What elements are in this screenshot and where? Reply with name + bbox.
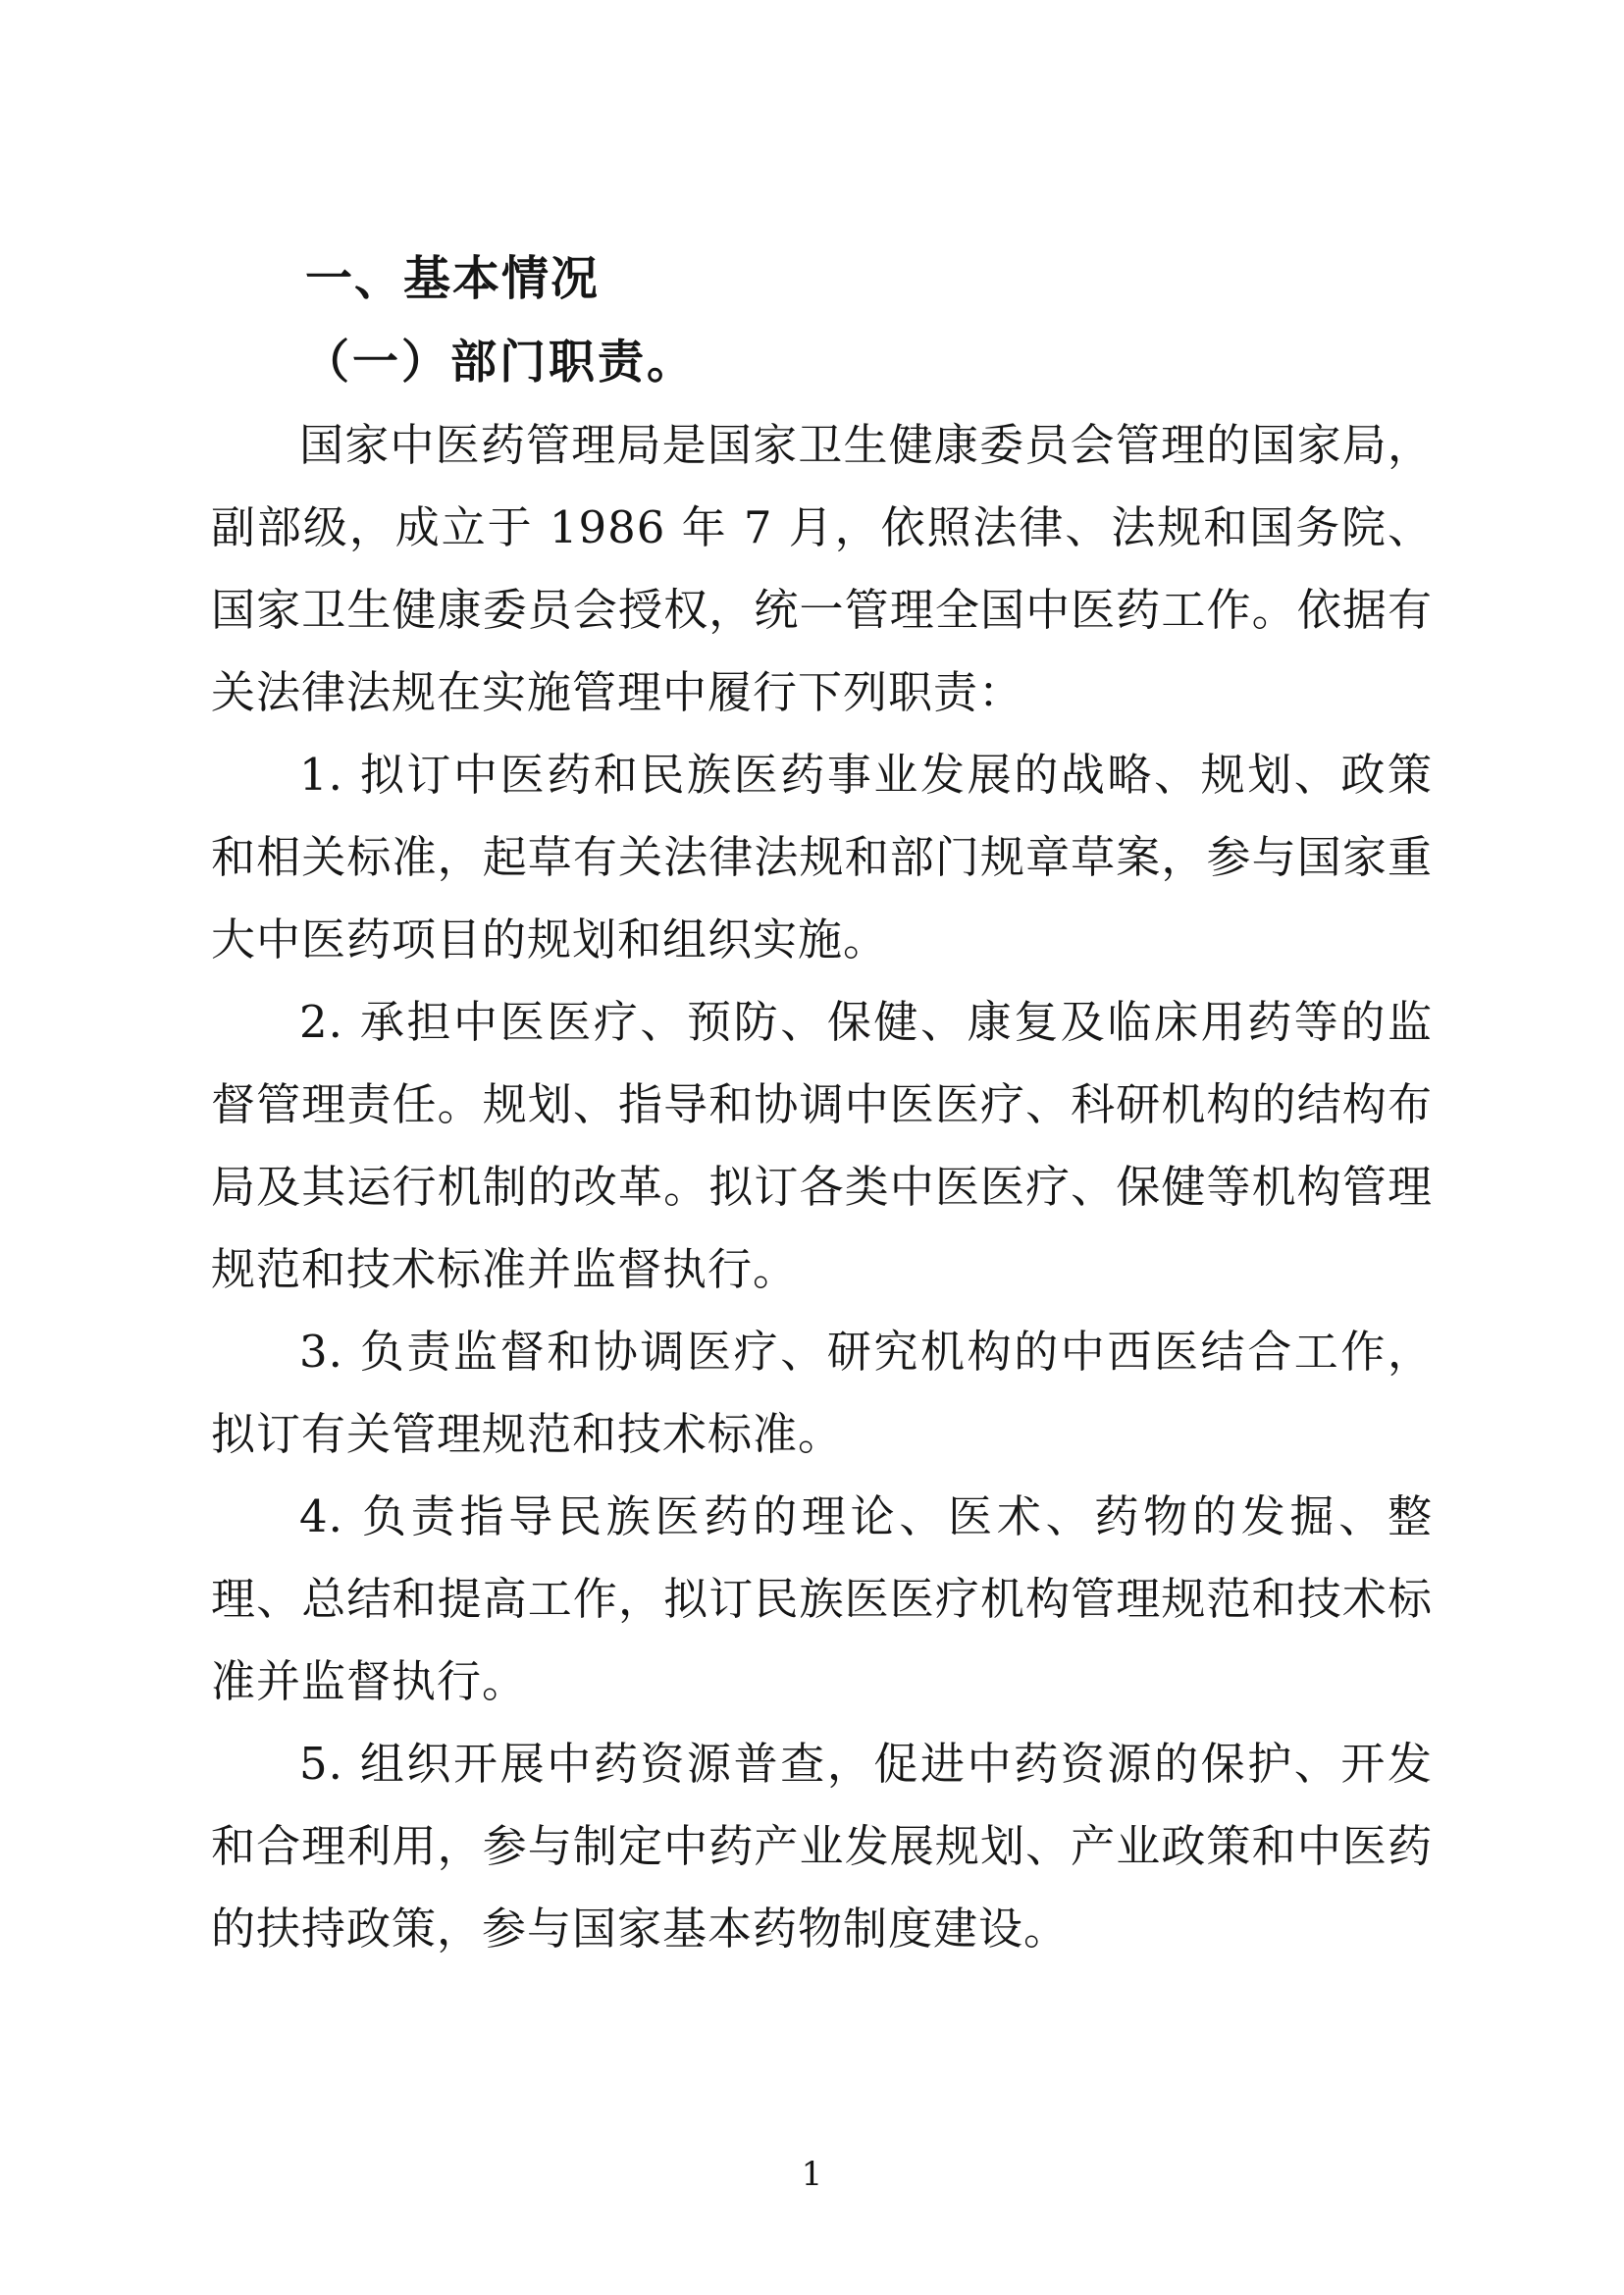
body-paragraph-intro: 国家中医药管理局是国家卫生健康委员会管理的国家局，副部级，成立于 1986 年 7 月，依照法律、法规和国务院、国家卫生健康委员会授权，统一管理全国中医药工作。依据有关法律法规在实施管理中履行下列职责： bbox=[211, 419, 1433, 718]
body-paragraph-duty-3: 3. 负责监督和协调医疗、研究机构的中西医结合工作，拟订有关管理规范和技术标准。 bbox=[211, 1326, 1433, 1460]
body-paragraph-duty-1: 1. 拟订中医药和民族医药事业发展的战略、规划、政策和相关标准，起草有关法律法规和部门规章草案，参与国家重大中医药项目的规划和组织实施。 bbox=[211, 749, 1433, 965]
body-paragraph-duty-2: 2. 承担中医医疗、预防、保健、康复及临床用药等的监督管理责任。规划、指导和协调中医医疗、科研机构的结构布局及其运行机制的改革。拟订各类中医医疗、保健等机构管理规范和技术标准并监督执行。 bbox=[211, 996, 1433, 1295]
subsection-heading: （一）部门职责。 bbox=[303, 336, 696, 390]
section-heading: 一、基本情况 bbox=[305, 251, 601, 306]
document-body bbox=[211, 237, 1433, 1970]
page-number: 1 bbox=[801, 2155, 823, 2194]
body-paragraph-duty-5: 5. 组织开展中药资源普查，促进中药资源的保护、开发和合理利用，参与制定中药产业发展规划、产业政策和中医药的扶持政策，参与国家基本药物制度建设。 bbox=[211, 1738, 1433, 1955]
body-paragraph-duty-4: 4. 负责指导民族医药的理论、医术、药物的发掘、整理、总结和提高工作，拟订民族医医疗机构管理规范和技术标准并监督执行。 bbox=[211, 1490, 1433, 1707]
